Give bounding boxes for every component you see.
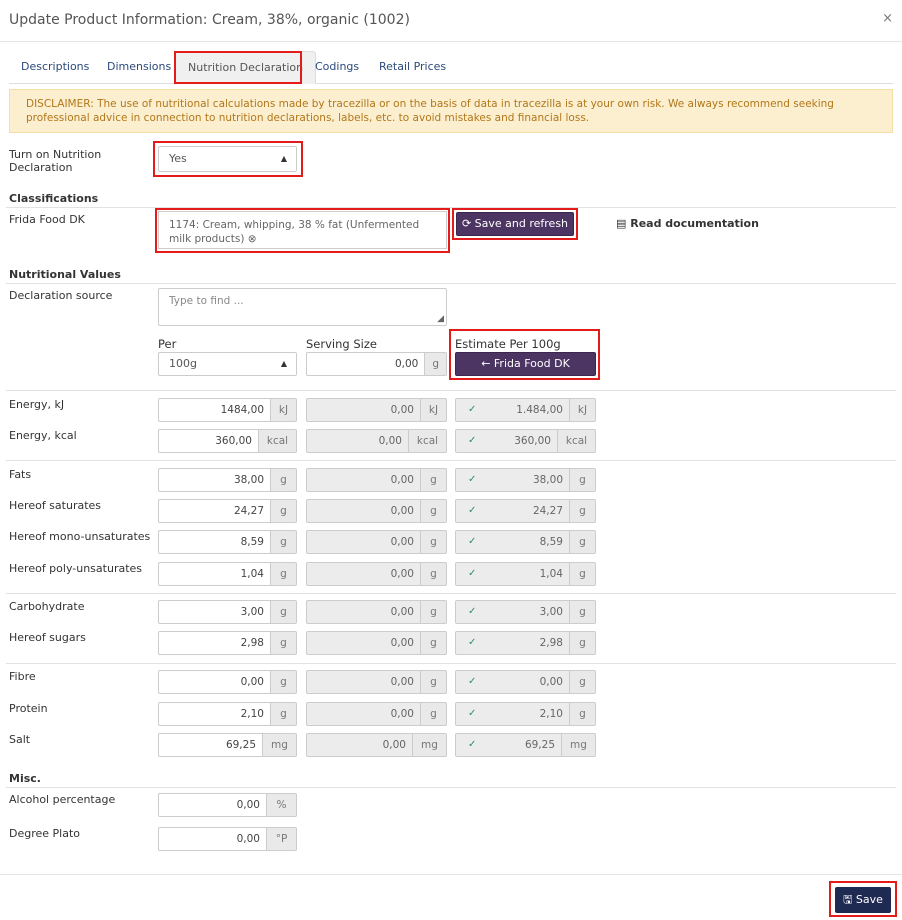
nutrient-value[interactable]: 24,27 xyxy=(158,499,271,523)
nutrient-estimate-unit: g xyxy=(570,530,596,554)
check-icon: ✓ xyxy=(468,606,477,617)
nutrient-unit: g xyxy=(271,562,297,586)
nutrient-serving-input xyxy=(306,398,447,422)
estimate-frida-button[interactable]: ← Frida Food DK xyxy=(455,352,596,376)
nutrient-serving-unit: g xyxy=(421,670,447,694)
nutrient-estimate-unit: g xyxy=(570,702,596,726)
nutrient-serving-input xyxy=(306,530,447,554)
nutrient-serving-value: 0,00 xyxy=(306,398,421,422)
nutrient-estimate-value xyxy=(455,600,570,624)
nutrient-serving-value: 0,00 xyxy=(306,702,421,726)
tab-codings[interactable]: Codings xyxy=(315,60,360,73)
nutrient-estimate-text: 69,25 xyxy=(524,739,555,751)
nutrient-serving-unit: kJ xyxy=(421,398,447,422)
nutrient-estimate-input xyxy=(455,530,596,554)
nutrient-estimate-unit: g xyxy=(570,631,596,655)
nutrient-estimate-unit: g xyxy=(570,468,596,492)
divider xyxy=(6,207,896,208)
nutrition-toggle-select[interactable] xyxy=(158,146,297,172)
nutrient-serving-input xyxy=(306,631,447,655)
nutrient-value[interactable]: 0,00 xyxy=(158,670,271,694)
nutrient-label: Energy, kcal xyxy=(9,429,77,442)
nutrient-unit: mg xyxy=(263,733,297,757)
serving-size-input[interactable] xyxy=(306,352,447,376)
nutrient-estimate-unit: kJ xyxy=(570,398,596,422)
nutrient-serving-value: 0,00 xyxy=(306,600,421,624)
frida-classification-field[interactable]: 1174: Cream, whipping, 38 % fat (Unfermented milk products) ⊗ xyxy=(158,211,447,249)
nutrition-toggle-value: Yes xyxy=(169,152,187,165)
nutrient-serving-unit: g xyxy=(421,562,447,586)
nutrient-estimate-text: 8,59 xyxy=(539,536,563,548)
nutrient-value[interactable]: 8,59 xyxy=(158,530,271,554)
nutrient-label: Hereof poly-unsaturates xyxy=(9,562,143,575)
nutrient-label: Fats xyxy=(9,468,32,481)
nutrient-estimate-input xyxy=(455,670,596,694)
nutrient-estimate-value xyxy=(455,733,562,757)
nutrient-serving-input xyxy=(306,702,447,726)
check-icon: ✓ xyxy=(468,435,477,446)
nutrient-estimate-value xyxy=(455,631,570,655)
nutrient-estimate-text: 1.484,00 xyxy=(516,404,563,416)
divider xyxy=(6,283,896,284)
nutrient-label: Hereof saturates xyxy=(9,499,102,512)
nutrient-value-input[interactable] xyxy=(158,562,297,586)
estimate-label: Estimate Per 100g xyxy=(455,337,561,351)
nutrient-estimate-input xyxy=(455,631,596,655)
modal-header xyxy=(0,0,902,42)
frida-label: Frida Food DK xyxy=(9,213,85,226)
nutrient-estimate-text: 38,00 xyxy=(532,474,563,486)
nutrient-value[interactable]: 3,00 xyxy=(158,600,271,624)
read-documentation-label: Read documentation xyxy=(630,217,759,230)
check-icon: ✓ xyxy=(468,637,477,648)
nutrient-estimate-input xyxy=(455,600,596,624)
nutrient-value-input[interactable] xyxy=(158,702,297,726)
nutrient-estimate-unit: g xyxy=(570,670,596,694)
nutrient-estimate-value xyxy=(455,499,570,523)
nutrient-unit: g xyxy=(271,499,297,523)
nutrient-serving-unit: g xyxy=(421,468,447,492)
nutrient-serving-input xyxy=(306,733,447,757)
misc-label: Alcohol percentage xyxy=(9,793,116,806)
nutrient-unit: g xyxy=(271,530,297,554)
classifications-heading: Classifications xyxy=(9,192,99,205)
nutrient-estimate-value xyxy=(455,702,570,726)
nutrient-estimate-unit: mg xyxy=(562,733,596,757)
nutrient-serving-value: 0,00 xyxy=(306,631,421,655)
divider xyxy=(6,593,896,594)
per-select[interactable] xyxy=(158,352,297,376)
nutrient-unit: kcal xyxy=(259,429,297,453)
check-icon: ✓ xyxy=(468,404,477,415)
nutrient-estimate-text: 360,00 xyxy=(514,435,551,447)
per-value: 100g xyxy=(169,357,197,370)
check-icon: ✓ xyxy=(468,676,477,687)
nutrient-label: Salt xyxy=(9,733,31,746)
nutrient-value-input[interactable] xyxy=(158,499,297,523)
resize-grip-icon[interactable]: ◢ xyxy=(437,314,444,324)
nutrient-serving-input xyxy=(306,670,447,694)
misc-value[interactable]: 0,00 xyxy=(158,827,267,851)
misc-unit: % xyxy=(267,793,297,817)
nutrient-label: Fibre xyxy=(9,670,36,683)
nutrient-estimate-input xyxy=(455,468,596,492)
nutrient-serving-unit: kcal xyxy=(409,429,447,453)
nutrient-estimate-value xyxy=(455,562,570,586)
misc-value-input[interactable] xyxy=(158,793,297,817)
nutrient-label: Hereof mono-unsaturates xyxy=(9,530,151,543)
close-icon[interactable]: × xyxy=(882,11,893,26)
nutrient-serving-value: 0,00 xyxy=(306,429,409,453)
declaration-source-label: Declaration source xyxy=(9,289,113,302)
nutrient-unit: g xyxy=(271,631,297,655)
serving-size-value[interactable]: 0,00 xyxy=(306,352,425,376)
nutrient-estimate-input xyxy=(455,702,596,726)
declaration-source-input[interactable] xyxy=(158,288,447,326)
nutrient-estimate-value xyxy=(455,398,570,422)
misc-value-input[interactable] xyxy=(158,827,297,851)
nutrient-serving-value: 0,00 xyxy=(306,562,421,586)
misc-unit: °P xyxy=(267,827,297,851)
nutrient-unit: g xyxy=(271,600,297,624)
serving-size-label: Serving Size xyxy=(306,337,377,351)
nutrient-value[interactable]: 2,10 xyxy=(158,702,271,726)
tab-retail-prices[interactable]: Retail Prices xyxy=(379,60,447,73)
nutrient-estimate-value xyxy=(455,670,570,694)
nutrient-value-input[interactable] xyxy=(158,600,297,624)
nutrient-estimate-unit: g xyxy=(570,562,596,586)
nutrient-unit: g xyxy=(271,468,297,492)
nutrient-estimate-text: 1,04 xyxy=(539,568,563,580)
nutrient-value-input[interactable] xyxy=(158,530,297,554)
save-button[interactable]: 🖫 Save xyxy=(835,887,891,913)
divider xyxy=(6,390,896,391)
toggle-label: Turn on Nutrition Declaration xyxy=(9,148,102,174)
nutrient-serving-input xyxy=(306,429,447,453)
nutrient-value[interactable]: 1,04 xyxy=(158,562,271,586)
nutrient-unit: g xyxy=(271,702,297,726)
modal-title: Update Product Information: Cream, 38%, organic (1002) xyxy=(9,12,410,28)
divider xyxy=(6,460,896,461)
nutrient-value-input[interactable] xyxy=(158,670,297,694)
nutrient-serving-value: 0,00 xyxy=(306,468,421,492)
nutrient-estimate-text: 2,10 xyxy=(539,708,563,720)
nutrient-serving-value: 0,00 xyxy=(306,670,421,694)
nutrient-serving-value: 0,00 xyxy=(306,499,421,523)
nutrient-estimate-unit: g xyxy=(570,499,596,523)
document-icon: ▤ xyxy=(616,217,627,230)
per-label: Per xyxy=(158,337,177,351)
nutrient-value[interactable]: 360,00 xyxy=(158,429,259,453)
nutrient-label: Hereof sugars xyxy=(9,631,86,644)
nutrient-serving-unit: g xyxy=(421,702,447,726)
nutrient-value[interactable]: 2,98 xyxy=(158,631,271,655)
nutrient-estimate-input xyxy=(455,733,596,757)
nutrient-value-input[interactable] xyxy=(158,733,297,757)
disclaimer-alert: DISCLAIMER: The use of nutritional calculations made by tracezilla or on the basis of data in tracezilla is at your own risk. We always recommend seeking professional advice in connection to nutrition declarations, labels, etc. to avoid mistakes and financial loss. xyxy=(9,89,893,133)
nutrient-estimate-text: 2,98 xyxy=(539,637,563,649)
nutrient-unit: kJ xyxy=(271,398,297,422)
tab-dimensions[interactable]: Dimensions xyxy=(107,60,172,73)
nutritional-values-heading: Nutritional Values xyxy=(9,268,121,281)
nutrient-unit: g xyxy=(271,670,297,694)
nutrient-serving-input xyxy=(306,468,447,492)
nutrient-serving-value: 0,00 xyxy=(306,733,413,757)
misc-heading: Misc. xyxy=(9,772,41,785)
misc-label: Degree Plato xyxy=(9,827,81,840)
nutrient-estimate-text: 24,27 xyxy=(532,505,563,517)
check-icon: ✓ xyxy=(468,505,477,516)
tab-bar xyxy=(9,51,893,84)
nutrient-value-input[interactable] xyxy=(158,468,297,492)
nutrient-label: Protein xyxy=(9,702,48,715)
nutrient-estimate-text: 3,00 xyxy=(539,606,563,618)
nutrient-value-input[interactable] xyxy=(158,398,297,422)
nutrient-estimate-value xyxy=(455,468,570,492)
check-icon: ✓ xyxy=(468,536,477,547)
misc-value[interactable]: 0,00 xyxy=(158,793,267,817)
nutrient-estimate-value xyxy=(455,429,558,453)
nutrient-estimate-input xyxy=(455,429,596,453)
nutrient-value-input[interactable] xyxy=(158,631,297,655)
nutrient-serving-input xyxy=(306,499,447,523)
nutrient-estimate-unit: kcal xyxy=(558,429,596,453)
nutrient-estimate-text: 0,00 xyxy=(539,676,563,688)
nutrient-label: Carbohydrate xyxy=(9,600,85,613)
save-and-refresh-button[interactable]: ⟳ Save and refresh xyxy=(456,212,574,236)
nutrient-serving-unit: g xyxy=(421,499,447,523)
nutrient-value-input[interactable] xyxy=(158,429,297,453)
nutrient-serving-unit: g xyxy=(421,530,447,554)
divider xyxy=(6,663,896,664)
nutrient-estimate-input xyxy=(455,398,596,422)
nutrient-value[interactable]: 69,25 xyxy=(158,733,263,757)
tab-nutrition-declaration[interactable]: Nutrition Declaration xyxy=(175,51,316,84)
nutrient-estimate-input xyxy=(455,562,596,586)
nutrient-label: Energy, kJ xyxy=(9,398,65,411)
nutrient-serving-unit: g xyxy=(421,631,447,655)
check-icon: ✓ xyxy=(468,474,477,485)
nutrient-serving-unit: mg xyxy=(413,733,447,757)
read-documentation-link[interactable] xyxy=(616,217,759,230)
nutrient-value[interactable]: 38,00 xyxy=(158,468,271,492)
check-icon: ✓ xyxy=(468,568,477,579)
tab-descriptions[interactable]: Descriptions xyxy=(21,60,90,73)
footer-divider xyxy=(0,874,902,875)
nutrient-estimate-unit: g xyxy=(570,600,596,624)
select-arrows-icon: ▲ xyxy=(280,154,287,163)
declaration-source-placeholder: Type to find ... xyxy=(169,295,244,307)
serving-size-unit: g xyxy=(425,352,447,376)
nutrient-serving-input xyxy=(306,600,447,624)
check-icon: ✓ xyxy=(468,739,477,750)
nutrient-serving-unit: g xyxy=(421,600,447,624)
nutrient-estimate-input xyxy=(455,499,596,523)
nutrient-value[interactable]: 1484,00 xyxy=(158,398,271,422)
nutrient-estimate-value xyxy=(455,530,570,554)
check-icon: ✓ xyxy=(468,708,477,719)
nutrient-serving-value: 0,00 xyxy=(306,530,421,554)
select-arrows-icon: ▲ xyxy=(280,359,287,368)
divider xyxy=(6,787,896,788)
nutrient-serving-input xyxy=(306,562,447,586)
